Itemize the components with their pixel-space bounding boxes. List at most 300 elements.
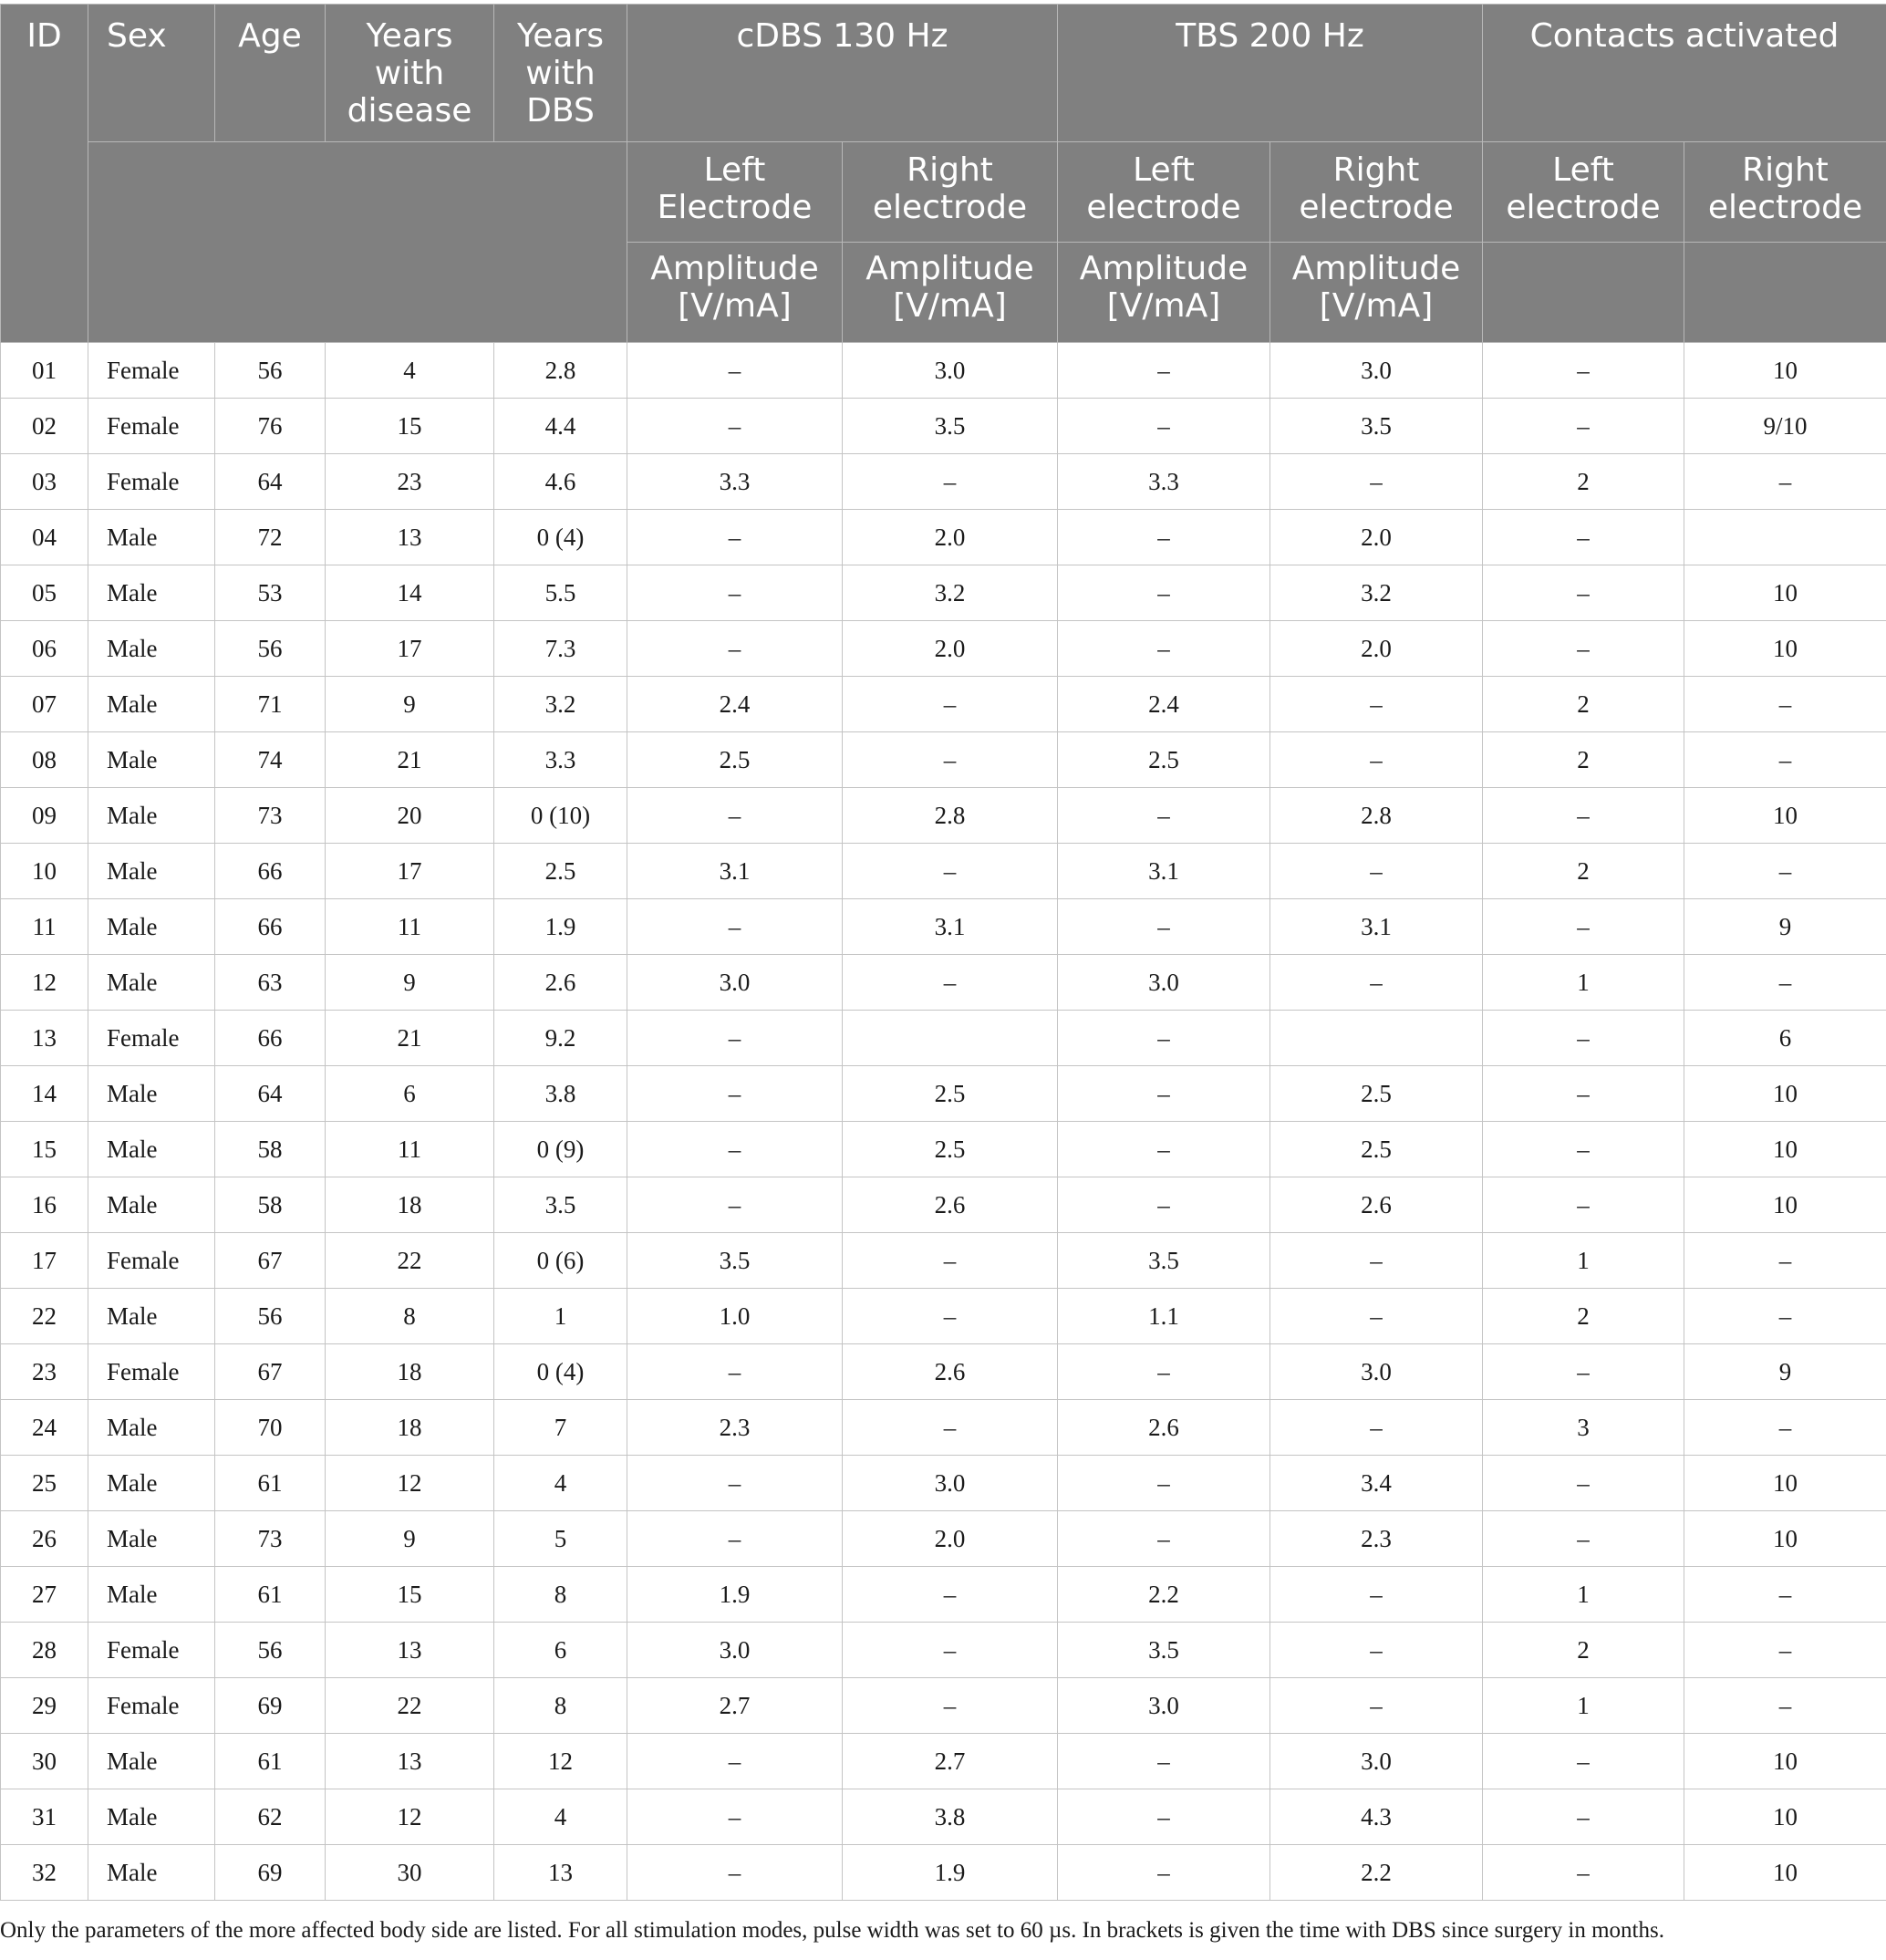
table-row <box>1 1845 1886 1901</box>
cell-tbs-left: 3.0 <box>1058 955 1270 1011</box>
cell-tbs-right: – <box>1270 454 1483 510</box>
cell-age: 61 <box>215 1734 326 1789</box>
cell-contacts-right: – <box>1684 1567 1886 1623</box>
cell-years-disease: 8 <box>326 1289 494 1344</box>
cell-tbs-left: – <box>1058 1734 1270 1789</box>
cell-contacts-left: 1 <box>1483 1678 1684 1734</box>
cell-contacts-right: – <box>1684 1678 1886 1734</box>
header-blank-cell <box>1483 243 1684 343</box>
cell-contacts-left: 2 <box>1483 1623 1684 1678</box>
col-header-contacts-right: Right electrode <box>1684 142 1886 243</box>
cell-contacts-right: 10 <box>1684 621 1886 677</box>
cell-age: 58 <box>215 1122 326 1177</box>
cell-cdbs-right: 3.1 <box>843 899 1058 955</box>
cell-contacts-right: 10 <box>1684 1734 1886 1789</box>
cell-id: 15 <box>1 1122 88 1177</box>
cell-years-disease: 21 <box>326 1011 494 1066</box>
cell-contacts-left: 1 <box>1483 1567 1684 1623</box>
cell-contacts-right: 9/10 <box>1684 399 1886 454</box>
cell-age: 56 <box>215 621 326 677</box>
col-header-tbs-right: Right electrode <box>1270 142 1483 243</box>
cell-contacts-right <box>1684 510 1886 565</box>
cell-cdbs-right: – <box>843 454 1058 510</box>
cell-cdbs-right: – <box>843 844 1058 899</box>
cell-id: 29 <box>1 1678 88 1734</box>
table-row <box>1 732 1886 788</box>
col-header-cdbs: cDBS 130 Hz <box>627 5 1058 142</box>
cell-years-disease: 6 <box>326 1066 494 1122</box>
cell-tbs-right: 2.6 <box>1270 1177 1483 1233</box>
cell-cdbs-left: – <box>627 565 843 621</box>
cell-years-dbs: 5.5 <box>494 565 627 621</box>
table-row <box>1 1511 1886 1567</box>
cell-age: 69 <box>215 1845 326 1901</box>
cell-cdbs-right: – <box>843 677 1058 732</box>
cell-cdbs-right: 3.5 <box>843 399 1058 454</box>
cell-years-disease: 9 <box>326 1511 494 1567</box>
cell-age: 66 <box>215 899 326 955</box>
cell-id: 30 <box>1 1734 88 1789</box>
cell-tbs-left: – <box>1058 1789 1270 1845</box>
cell-years-dbs: 2.8 <box>494 343 627 399</box>
cell-sex: Male <box>88 1511 215 1567</box>
cell-years-dbs: 3.3 <box>494 732 627 788</box>
cell-cdbs-left: – <box>627 1511 843 1567</box>
cell-tbs-right: 2.8 <box>1270 788 1483 844</box>
cell-age: 56 <box>215 343 326 399</box>
cell-id: 28 <box>1 1623 88 1678</box>
cell-tbs-right: – <box>1270 1289 1483 1344</box>
cell-tbs-left: 3.1 <box>1058 844 1270 899</box>
table-row <box>1 1177 1886 1233</box>
cell-id: 31 <box>1 1789 88 1845</box>
cell-age: 66 <box>215 844 326 899</box>
cell-cdbs-left: 3.1 <box>627 844 843 899</box>
cell-years-dbs: 0 (4) <box>494 510 627 565</box>
cell-cdbs-left: – <box>627 510 843 565</box>
col-header-id: ID <box>1 5 88 343</box>
cell-tbs-right: – <box>1270 1233 1483 1289</box>
table-row <box>1 1289 1886 1344</box>
cell-id: 17 <box>1 1233 88 1289</box>
cell-tbs-left: – <box>1058 1122 1270 1177</box>
patient-table-container <box>0 4 1886 1901</box>
cell-years-disease: 30 <box>326 1845 494 1901</box>
cell-sex: Male <box>88 1400 215 1456</box>
cell-id: 16 <box>1 1177 88 1233</box>
cell-years-dbs: 5 <box>494 1511 627 1567</box>
cell-years-dbs: 6 <box>494 1623 627 1678</box>
cell-years-disease: 9 <box>326 677 494 732</box>
cell-sex: Male <box>88 1734 215 1789</box>
cell-contacts-left: – <box>1483 1511 1684 1567</box>
cell-sex: Female <box>88 399 215 454</box>
cell-years-dbs: 7 <box>494 1400 627 1456</box>
cell-cdbs-right: – <box>843 1623 1058 1678</box>
cell-id: 27 <box>1 1567 88 1623</box>
cell-age: 61 <box>215 1567 326 1623</box>
cell-contacts-left: 2 <box>1483 1289 1684 1344</box>
cell-id: 12 <box>1 955 88 1011</box>
cell-contacts-left: 2 <box>1483 844 1684 899</box>
cell-cdbs-left: – <box>627 1344 843 1400</box>
cell-id: 09 <box>1 788 88 844</box>
cell-sex: Male <box>88 1567 215 1623</box>
table-row <box>1 1011 1886 1066</box>
cell-contacts-right: 10 <box>1684 565 1886 621</box>
cell-cdbs-right: – <box>843 1289 1058 1344</box>
cell-age: 56 <box>215 1623 326 1678</box>
table-row <box>1 1678 1886 1734</box>
cell-contacts-right: – <box>1684 1623 1886 1678</box>
cell-cdbs-left: 3.0 <box>627 1623 843 1678</box>
cell-years-dbs: 13 <box>494 1845 627 1901</box>
cell-sex: Female <box>88 1011 215 1066</box>
cell-tbs-right: 2.2 <box>1270 1845 1483 1901</box>
cell-years-dbs: 4 <box>494 1789 627 1845</box>
cell-sex: Male <box>88 1177 215 1233</box>
cell-cdbs-left: – <box>627 399 843 454</box>
cell-years-dbs: 4.4 <box>494 399 627 454</box>
cell-tbs-left: 2.6 <box>1058 1400 1270 1456</box>
cell-age: 62 <box>215 1789 326 1845</box>
cell-contacts-left: 2 <box>1483 677 1684 732</box>
cell-years-disease: 18 <box>326 1344 494 1400</box>
patient-parameters-table <box>0 4 1886 1901</box>
cell-tbs-right: 2.3 <box>1270 1511 1483 1567</box>
table-row <box>1 621 1886 677</box>
cell-contacts-right: – <box>1684 844 1886 899</box>
cell-sex: Male <box>88 955 215 1011</box>
cell-age: 67 <box>215 1344 326 1400</box>
cell-cdbs-left: 2.3 <box>627 1400 843 1456</box>
cell-years-dbs: 1.9 <box>494 899 627 955</box>
cell-sex: Male <box>88 1456 215 1511</box>
cell-id: 03 <box>1 454 88 510</box>
col-header-cdbs-left: Left Electrode <box>627 142 843 243</box>
cell-sex: Male <box>88 1122 215 1177</box>
cell-contacts-left: – <box>1483 1011 1684 1066</box>
cell-years-disease: 20 <box>326 788 494 844</box>
cell-tbs-left: 3.5 <box>1058 1233 1270 1289</box>
cell-cdbs-left: – <box>627 788 843 844</box>
col-header-sex: Sex <box>88 5 215 142</box>
cell-cdbs-left: 3.0 <box>627 955 843 1011</box>
cell-contacts-left: – <box>1483 1789 1684 1845</box>
cell-years-disease: 18 <box>326 1177 494 1233</box>
cell-cdbs-right: 2.6 <box>843 1344 1058 1400</box>
table-row <box>1 1623 1886 1678</box>
cell-contacts-right: 10 <box>1684 1789 1886 1845</box>
table-row <box>1 677 1886 732</box>
cell-cdbs-left: 2.5 <box>627 732 843 788</box>
cell-sex: Female <box>88 1623 215 1678</box>
cell-cdbs-right <box>843 1011 1058 1066</box>
cell-years-dbs: 8 <box>494 1567 627 1623</box>
cell-id: 26 <box>1 1511 88 1567</box>
cell-id: 08 <box>1 732 88 788</box>
cell-years-disease: 11 <box>326 899 494 955</box>
cell-years-disease: 22 <box>326 1233 494 1289</box>
cell-contacts-right: 10 <box>1684 1177 1886 1233</box>
cell-cdbs-left: 1.9 <box>627 1567 843 1623</box>
cell-contacts-right: 9 <box>1684 1344 1886 1400</box>
cell-tbs-right: 3.5 <box>1270 399 1483 454</box>
cell-contacts-right: 10 <box>1684 1845 1886 1901</box>
cell-years-dbs: 0 (6) <box>494 1233 627 1289</box>
cell-sex: Male <box>88 788 215 844</box>
cell-cdbs-left: 1.0 <box>627 1289 843 1344</box>
cell-years-dbs: 3.8 <box>494 1066 627 1122</box>
cell-years-disease: 18 <box>326 1400 494 1456</box>
cell-years-dbs: 9.2 <box>494 1011 627 1066</box>
col-header-years-dbs: Years with DBS <box>494 5 627 142</box>
col-header-amplitude: Amplitude [V/mA] <box>843 243 1058 343</box>
cell-sex: Male <box>88 844 215 899</box>
cell-tbs-right: 3.0 <box>1270 343 1483 399</box>
cell-id: 07 <box>1 677 88 732</box>
cell-years-disease: 23 <box>326 454 494 510</box>
table-row <box>1 1122 1886 1177</box>
cell-age: 74 <box>215 732 326 788</box>
cell-cdbs-right: 2.6 <box>843 1177 1058 1233</box>
cell-tbs-right: – <box>1270 677 1483 732</box>
cell-years-disease: 11 <box>326 1122 494 1177</box>
cell-contacts-right: – <box>1684 1289 1886 1344</box>
cell-cdbs-right: – <box>843 732 1058 788</box>
cell-id: 25 <box>1 1456 88 1511</box>
cell-cdbs-right: 2.5 <box>843 1066 1058 1122</box>
cell-cdbs-left: 3.3 <box>627 454 843 510</box>
cell-tbs-left: – <box>1058 1066 1270 1122</box>
cell-cdbs-right: 3.2 <box>843 565 1058 621</box>
cell-age: 72 <box>215 510 326 565</box>
cell-tbs-left: – <box>1058 621 1270 677</box>
cell-tbs-right: 2.5 <box>1270 1122 1483 1177</box>
cell-age: 71 <box>215 677 326 732</box>
cell-cdbs-left: – <box>627 1177 843 1233</box>
cell-cdbs-left: – <box>627 1734 843 1789</box>
cell-contacts-right: – <box>1684 677 1886 732</box>
cell-tbs-left: – <box>1058 1845 1270 1901</box>
cell-contacts-right: – <box>1684 955 1886 1011</box>
cell-contacts-left: – <box>1483 1344 1684 1400</box>
cell-tbs-right: – <box>1270 1623 1483 1678</box>
col-header-age: Age <box>215 5 326 142</box>
cell-tbs-left: – <box>1058 399 1270 454</box>
cell-age: 76 <box>215 399 326 454</box>
cell-cdbs-left: 3.5 <box>627 1233 843 1289</box>
cell-id: 02 <box>1 399 88 454</box>
cell-cdbs-right: 2.0 <box>843 510 1058 565</box>
cell-years-dbs: 0 (9) <box>494 1122 627 1177</box>
cell-age: 64 <box>215 1066 326 1122</box>
cell-cdbs-right: – <box>843 1678 1058 1734</box>
cell-contacts-left: – <box>1483 343 1684 399</box>
cell-contacts-right: 10 <box>1684 1511 1886 1567</box>
table-row <box>1 510 1886 565</box>
cell-tbs-left: 3.3 <box>1058 454 1270 510</box>
cell-sex: Male <box>88 1845 215 1901</box>
cell-tbs-left: – <box>1058 1456 1270 1511</box>
cell-cdbs-right: 2.7 <box>843 1734 1058 1789</box>
cell-contacts-left: – <box>1483 1734 1684 1789</box>
cell-cdbs-right: – <box>843 1233 1058 1289</box>
cell-tbs-left: 2.5 <box>1058 732 1270 788</box>
table-row <box>1 899 1886 955</box>
table-row <box>1 1734 1886 1789</box>
cell-id: 05 <box>1 565 88 621</box>
cell-cdbs-left: 2.7 <box>627 1678 843 1734</box>
col-header-tbs-left: Left electrode <box>1058 142 1270 243</box>
cell-contacts-left: – <box>1483 399 1684 454</box>
cell-cdbs-left: – <box>627 899 843 955</box>
cell-id: 04 <box>1 510 88 565</box>
table-row <box>1 844 1886 899</box>
cell-years-disease: 13 <box>326 1623 494 1678</box>
table-row <box>1 1567 1886 1623</box>
cell-cdbs-left: – <box>627 1066 843 1122</box>
cell-age: 69 <box>215 1678 326 1734</box>
table-header <box>1 5 1886 343</box>
cell-sex: Female <box>88 1344 215 1400</box>
cell-age: 63 <box>215 955 326 1011</box>
cell-sex: Male <box>88 1789 215 1845</box>
cell-cdbs-right: 3.8 <box>843 1789 1058 1845</box>
cell-id: 22 <box>1 1289 88 1344</box>
col-header-contacts-left: Left electrode <box>1483 142 1684 243</box>
cell-id: 32 <box>1 1845 88 1901</box>
cell-contacts-right: 10 <box>1684 788 1886 844</box>
cell-tbs-left: – <box>1058 1011 1270 1066</box>
table-row <box>1 399 1886 454</box>
cell-sex: Female <box>88 1233 215 1289</box>
cell-tbs-right: – <box>1270 955 1483 1011</box>
table-row <box>1 1456 1886 1511</box>
table-row <box>1 565 1886 621</box>
cell-cdbs-right: 2.0 <box>843 1511 1058 1567</box>
cell-contacts-left: 1 <box>1483 1233 1684 1289</box>
cell-years-dbs: 2.5 <box>494 844 627 899</box>
table-row <box>1 1066 1886 1122</box>
cell-tbs-right: 3.1 <box>1270 899 1483 955</box>
cell-sex: Male <box>88 1066 215 1122</box>
cell-age: 58 <box>215 1177 326 1233</box>
cell-years-dbs: 0 (4) <box>494 1344 627 1400</box>
cell-tbs-left: – <box>1058 899 1270 955</box>
cell-tbs-left: 1.1 <box>1058 1289 1270 1344</box>
cell-contacts-right: 9 <box>1684 899 1886 955</box>
cell-age: 53 <box>215 565 326 621</box>
cell-tbs-left: – <box>1058 565 1270 621</box>
cell-years-disease: 9 <box>326 955 494 1011</box>
table-row <box>1 454 1886 510</box>
cell-age: 73 <box>215 788 326 844</box>
cell-tbs-left: – <box>1058 510 1270 565</box>
header-blank-cell <box>88 142 627 343</box>
cell-contacts-right: – <box>1684 1233 1886 1289</box>
table-row <box>1 343 1886 399</box>
cell-tbs-left: 2.4 <box>1058 677 1270 732</box>
cell-tbs-right: – <box>1270 732 1483 788</box>
cell-tbs-right: 3.2 <box>1270 565 1483 621</box>
cell-contacts-left: – <box>1483 788 1684 844</box>
cell-contacts-left: 2 <box>1483 732 1684 788</box>
cell-tbs-right <box>1270 1011 1483 1066</box>
cell-tbs-right: 2.5 <box>1270 1066 1483 1122</box>
cell-years-dbs: 1 <box>494 1289 627 1344</box>
cell-id: 14 <box>1 1066 88 1122</box>
cell-contacts-right: 10 <box>1684 343 1886 399</box>
cell-years-disease: 14 <box>326 565 494 621</box>
cell-years-dbs: 3.5 <box>494 1177 627 1233</box>
cell-years-dbs: 3.2 <box>494 677 627 732</box>
cell-id: 23 <box>1 1344 88 1400</box>
header-row-main <box>1 5 1886 142</box>
cell-cdbs-right: 3.0 <box>843 343 1058 399</box>
col-header-contacts: Contacts activated <box>1483 5 1886 142</box>
cell-cdbs-left: – <box>627 343 843 399</box>
cell-cdbs-left: – <box>627 1845 843 1901</box>
cell-contacts-left: 1 <box>1483 955 1684 1011</box>
cell-sex: Male <box>88 1289 215 1344</box>
cell-tbs-right: 3.4 <box>1270 1456 1483 1511</box>
col-header-years-disease: Years with disease <box>326 5 494 142</box>
cell-tbs-right: 2.0 <box>1270 510 1483 565</box>
cell-tbs-left: – <box>1058 788 1270 844</box>
cell-cdbs-right: 2.8 <box>843 788 1058 844</box>
table-row <box>1 1789 1886 1845</box>
cell-sex: Male <box>88 565 215 621</box>
table-row <box>1 955 1886 1011</box>
cell-tbs-right: 3.0 <box>1270 1734 1483 1789</box>
cell-years-disease: 22 <box>326 1678 494 1734</box>
cell-cdbs-left: – <box>627 1011 843 1066</box>
cell-cdbs-left: – <box>627 1456 843 1511</box>
cell-id: 24 <box>1 1400 88 1456</box>
cell-age: 73 <box>215 1511 326 1567</box>
cell-years-dbs: 7.3 <box>494 621 627 677</box>
cell-id: 06 <box>1 621 88 677</box>
cell-years-disease: 13 <box>326 1734 494 1789</box>
cell-years-dbs: 0 (10) <box>494 788 627 844</box>
cell-tbs-right: 2.0 <box>1270 621 1483 677</box>
table-row <box>1 1233 1886 1289</box>
cell-cdbs-left: – <box>627 1789 843 1845</box>
cell-cdbs-right: 3.0 <box>843 1456 1058 1511</box>
cell-contacts-left: – <box>1483 1066 1684 1122</box>
cell-cdbs-left: – <box>627 621 843 677</box>
cell-tbs-left: 3.0 <box>1058 1678 1270 1734</box>
cell-sex: Female <box>88 1678 215 1734</box>
cell-tbs-left: – <box>1058 343 1270 399</box>
table-row <box>1 788 1886 844</box>
cell-contacts-right: 10 <box>1684 1122 1886 1177</box>
cell-years-disease: 17 <box>326 844 494 899</box>
cell-tbs-left: 3.5 <box>1058 1623 1270 1678</box>
cell-years-disease: 13 <box>326 510 494 565</box>
cell-age: 67 <box>215 1233 326 1289</box>
cell-years-disease: 15 <box>326 399 494 454</box>
cell-age: 70 <box>215 1400 326 1456</box>
cell-age: 56 <box>215 1289 326 1344</box>
cell-tbs-right: – <box>1270 844 1483 899</box>
cell-sex: Male <box>88 732 215 788</box>
cell-contacts-right: 10 <box>1684 1456 1886 1511</box>
cell-id: 13 <box>1 1011 88 1066</box>
header-row-electrodes <box>1 142 1886 243</box>
cell-cdbs-right: – <box>843 1400 1058 1456</box>
